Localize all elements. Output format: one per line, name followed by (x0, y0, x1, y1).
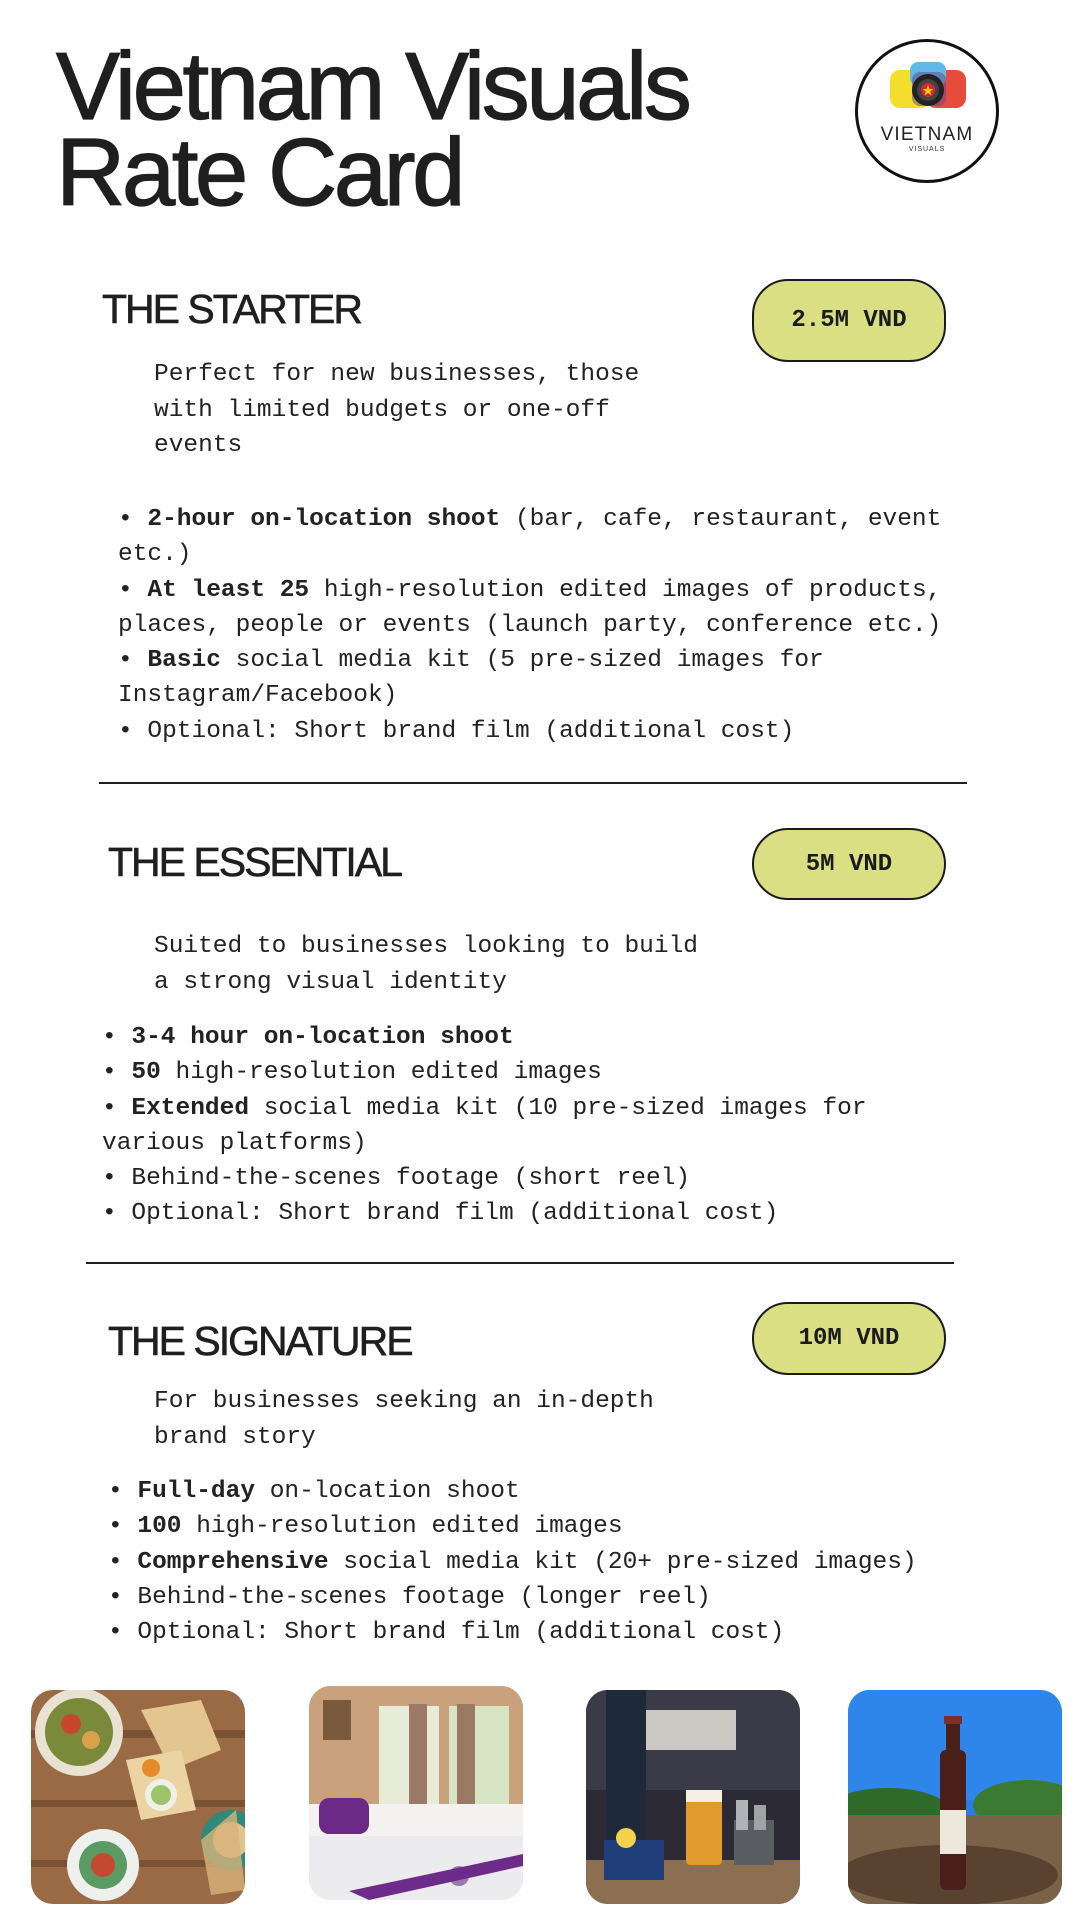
list-item: • Full-day on-location shoot (108, 1478, 520, 1505)
camera-icon (888, 62, 968, 114)
tier-essential-description: Suited to businesses looking to build a strong visual identity (154, 933, 698, 996)
list-item: • Extended social media kit (10 pre-sized images for various platforms) (102, 1094, 867, 1157)
logo-sub-text: VISUALS (908, 146, 946, 153)
logo-brand-text: VIETNAM (880, 124, 974, 145)
list-item: • Optional: Short brand film (additional cost) (118, 717, 795, 745)
list-item: • Behind-the-scenes footage (short reel) (102, 1165, 691, 1193)
brand-logo (855, 39, 999, 183)
tier-starter-price-badge: 2.5M VND (752, 279, 946, 362)
tier-signature-bullets (108, 1474, 1008, 1650)
page-title-line-2: Rate Card (56, 119, 463, 226)
list-item: • 100 high-resolution edited images (108, 1513, 623, 1541)
section-divider (99, 782, 967, 784)
list-item: • Basic social media kit (5 pre-sized images for Instagram/Facebook) (118, 647, 824, 710)
food-platter-photo (31, 1690, 245, 1904)
tier-starter-bullets (118, 502, 998, 749)
list-item: • Optional: Short brand film (additional cost) (102, 1200, 779, 1228)
list-item: • 50 high-resolution edited images (102, 1059, 602, 1087)
beer-bar-photo (586, 1690, 800, 1904)
list-item: • 3-4 hour on-location shoot (102, 1024, 514, 1051)
tier-signature-price-badge: 10M VND (752, 1302, 946, 1375)
tier-starter-name: THE STARTER (102, 286, 361, 332)
page-title (56, 33, 689, 226)
list-item: • 2-hour on-location shoot (bar, cafe, restaurant, event etc.) (118, 506, 942, 569)
tier-starter-description: Perfect for new businesses, those with limited budgets or one-off events (154, 361, 640, 459)
list-item: • At least 25 high-resolution edited images of products, places, people or events (launch party, conference etc.) (118, 576, 942, 639)
list-item: • Behind-the-scenes footage (longer reel) (108, 1583, 711, 1611)
tier-essential-bullets (102, 1020, 982, 1232)
tier-essential-name: THE ESSENTIAL (108, 839, 401, 885)
beer-bottle-landscape-photo (848, 1690, 1062, 1904)
hotel-room-photo (309, 1686, 523, 1900)
tier-signature-name: THE SIGNATURE (108, 1318, 412, 1364)
list-item: • Comprehensive social media kit (20+ pre-sized images) (108, 1548, 917, 1576)
tier-essential-price-badge: 5M VND (752, 828, 946, 900)
page-title-line-1: Vietnam Visuals (56, 33, 689, 140)
section-divider (86, 1262, 954, 1264)
list-item: • Optional: Short brand film (additional cost) (108, 1619, 785, 1647)
tier-signature-description: For businesses seeking an in-depth brand story (154, 1388, 654, 1451)
